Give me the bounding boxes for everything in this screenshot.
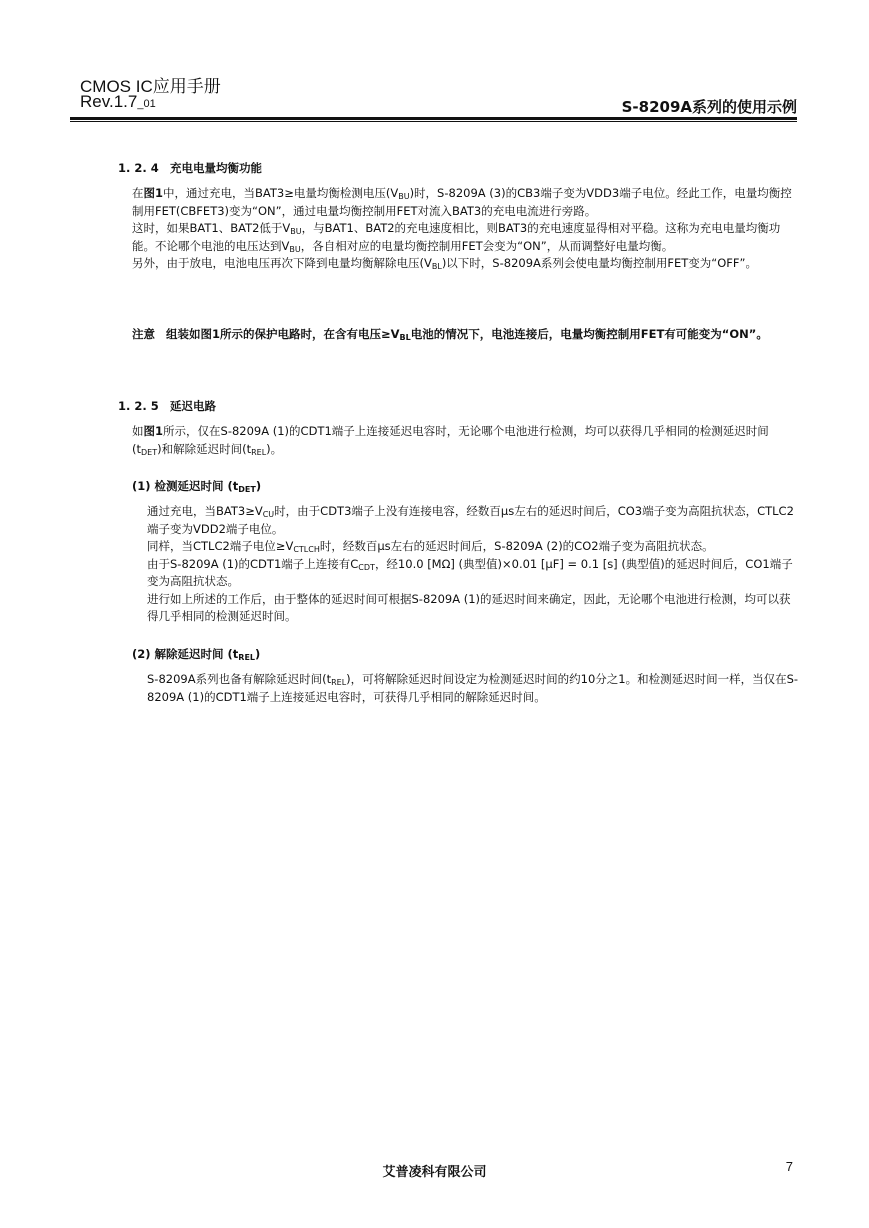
paragraph: 这时，如果BAT1、BAT2低于$V_{BU}$，与BAT1、BAT2的充电速度相比，则BAT3的充电速度显得相对平稳。这称为充电电量均衡功能。不论哪个电池的电压达到$V_{BU}$，各自相对应的电量均衡控制用FET会变为“ON”，从而调整好电量均衡。 <box>132 221 781 254</box>
page-number: 7 <box>785 1159 793 1174</box>
sec125-intro <box>132 423 798 458</box>
paragraph: 同样，当CTLC2端子电位$\ge V_{CTLCH}$时，经数百μs左右的延迟时间后，S-8209A (2)的CO2端子变为高阻抗状态。 <box>147 539 714 554</box>
subsection-heading-release-delay: (2) 解除延迟时间 $(t_{REL})$ <box>132 647 261 662</box>
caution-note <box>132 326 798 344</box>
subsection-heading-detect-delay: (1) 检测延迟时间 $(t_{DET})$ <box>132 479 262 494</box>
sec124-body <box>132 185 798 273</box>
section-title: 充电电量均衡功能 <box>170 161 262 175</box>
section-heading-1-2-4 <box>118 160 262 176</box>
manual-title: CMOS IC应用手册 <box>80 77 221 96</box>
release-delay-body <box>147 671 799 706</box>
company-name: 艾普凌科有限公司 <box>382 1165 487 1180</box>
paragraph: 通过充电，当$BAT3\ge V_{CU}$时，由于CDT3端子上没有连接电容，经数百μs左右的延迟时间后，CO3端子变为高阻抗状态，CTLC2端子变为VDD2端子电位。 <box>147 504 794 536</box>
detect-delay-body <box>147 503 799 626</box>
paragraph: 另外，由于放电，电池电压再次下降到电量均衡解除电压$(V_{BL})$以下时，S-8209A系列会使电量均衡控制用FET变为“OFF”。 <box>132 256 757 271</box>
page-header-title: S-8209A系列的使用示例 <box>621 98 797 116</box>
caution-label: 注意 <box>132 327 155 341</box>
revision-number: Rev.1.7 <box>80 92 138 111</box>
paragraph: S-8209A系列也备有解除延迟时间$(t_{REL})$，可将解除延迟时间设定为检测延迟时间的约10分之1。和检测延迟时间一样，当仅在S-8209A (1)的CDT1端子上连接延迟电容时，可获得几乎相同的解除延迟时间。 <box>147 672 799 704</box>
section-number: 1. 2. 5 <box>118 399 159 413</box>
paragraph: 进行如上所述的工作后，由于整体的延迟时间可根据S-8209A (1)的延迟时间来确定，因此，无论哪个电池进行检测，均可以获得几乎相同的检测延迟时间。 <box>147 591 791 623</box>
revision-suffix: _01 <box>137 98 156 110</box>
paragraph: 如图1所示，仅在S-8209A (1)的CDT1端子上连接延迟电容时，无论哪个电池进行检测，均可以获得几乎相同的检测延迟时间$(t_{DET})$和解除延迟时间$(t_{REL})$。 <box>132 424 769 457</box>
section-heading-1-2-5 <box>118 398 216 414</box>
section-number: 1. 2. 4 <box>118 161 159 175</box>
paragraph: 由于S-8209A (1)的CDT1端子上连接有$C_{CDT}$，经10.0 [MΩ] (典型值)×0.01 [μF] = 0.1 [s] (典型值)的延迟时间后，CO1端子变为高阻抗状态。 <box>147 556 793 588</box>
header-rule-thin <box>70 121 797 122</box>
section-title: 延迟电路 <box>170 399 216 413</box>
header-rule <box>70 117 797 120</box>
revision <box>80 92 156 112</box>
paragraph: 在图1中，通过充电，当BAT3≥电量均衡检测电压$(V_{BU})$时，S-8209A (3)的CB3端子变为VDD3端子电位。经此工作，电量均衡控制用FET(CBFET3)变为“ON”，通过电量均衡控制用FET对流入BAT3的充电电流进行旁路。 <box>132 186 792 218</box>
caution-text: 组装如图1所示的保护电路时，在含有电压$\ge V_{BL}$电池的情况下，电池连接后，电量均衡控制用FET有可能变为“ON”。 <box>166 327 768 342</box>
